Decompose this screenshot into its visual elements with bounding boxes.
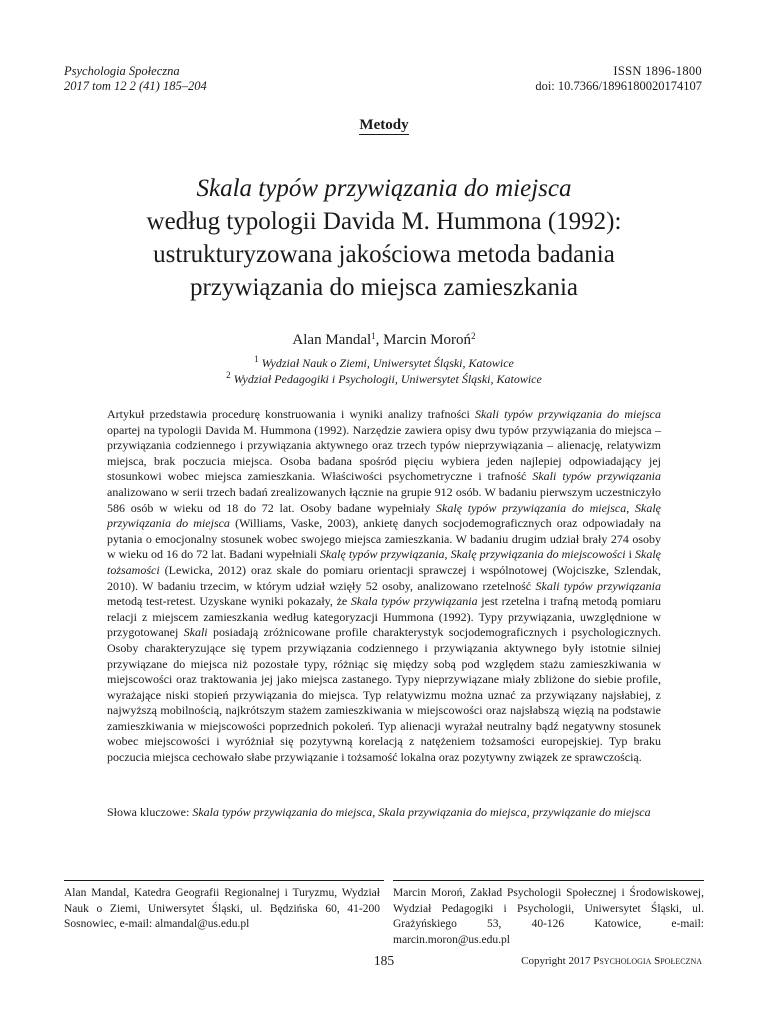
abstract-emphasis: Skalę typów przywiązania do miejsca (436, 500, 627, 515)
title-line-1: Skala typów przywiązania do miejsca (196, 175, 572, 202)
footnote-divider (64, 880, 384, 881)
abstract-text: , (626, 500, 635, 515)
abstract-text: jest rzetelna i trafną metodą pomiaru relacji z miejscem zamieszkania według kategoryzacji Hummona (1992). Typy przywiązania, uwzględnione w przygotowanej (107, 594, 661, 640)
title-line-4: przywiązania do miejsca zamieszkania (189, 274, 578, 301)
affiliation-text: Wydział Pedagogiki i Psychologii, Uniwersytet Śląski, Katowice (230, 372, 542, 386)
page-number: 185 (373, 953, 395, 968)
affiliation (0, 371, 768, 387)
abstract-text: Artykuł przedstawia procedurę konstruowania i wyniki analizy trafności (107, 407, 475, 421)
author-separator: , (375, 332, 384, 348)
journal-identifiers (535, 64, 702, 94)
journal-header (64, 64, 207, 94)
abstract-emphasis: Skali typów przywiązania do miejsca (474, 407, 661, 421)
abstract-text: metodą test-retest. Uzyskane wyniki pokazały, że (107, 594, 351, 609)
title-line-2: według typologii Davida M. Hummona (1992): (146, 208, 622, 235)
abstract-emphasis: Skali typów przywiązania (532, 469, 661, 484)
affiliation-text: Wydział Nauk o Ziemi, Uniwersytet Śląski, Katowice (258, 356, 514, 370)
title-line-3: ustrukturyzowana jakościowa metoda badania (153, 241, 615, 268)
author-contact: Marcin Moroń, Zakład Psychologii Społecznej i Środowiskowej, Wydział Pedagogiki i Psychologii, Uniwersytet Śląski, ul. Grażyńskiego 53, 40-126 Katowice, e-mail: marcin.moron@us.edu.pl (393, 887, 704, 946)
abstract-emphasis: Skali (183, 625, 208, 640)
affiliation (0, 355, 768, 371)
affiliation-mark: 1 (254, 354, 259, 364)
author-contact: Alan Mandal, Katedra Geografii Regionalnej i Turyzmu, Wydział Nauk o Ziemi, Uniwersytet Śląski, ul. Będzińska 60, 41-200 Sosnowiec, e-mail: almandal@us.edu.pl (64, 887, 380, 930)
abstract-text: (Williams, Vaske, 2003), ankietę danych socjodemograficznych oraz odpowiadały na pytania o emocjonalny stosunek wobec swojego miejsca zamieszkania. W badaniu drugim udział brały 274 osoby w wieku od 16 do 72 lat. Badani wypełniali (107, 516, 661, 562)
author-name: Alan Mandal (292, 332, 372, 348)
doi: doi: 10.7366/1896180020174107 (535, 79, 702, 93)
abstract-emphasis: Skalę tożsamości (107, 547, 662, 577)
footnote-divider (393, 880, 704, 881)
author-affiliation-mark: 1 (371, 331, 376, 341)
journal-issue: 2017 tom 12 2 (41) 185–204 (64, 79, 207, 93)
copyright-text: Copyright 2017 (521, 955, 594, 967)
copyright-journal: Psychologia Społeczna (593, 955, 702, 967)
abstract-emphasis: Skalę typów przywiązania (319, 547, 445, 562)
copyright (521, 955, 702, 967)
section-label: Metody (359, 117, 409, 133)
abstract-text: posiadają zróżnicowane profile charakterystyk socjodemograficznych i psychologicznych. Osoby charakteryzujące się typem przywiązania codziennego i przywiązania aktywnego były istotnie silniej przywiązane do miejsca niż pozostałe typy, różniąc się między sobą pod względem stażu zamieszkiwania w miejscowości oraz traktowania jej jako miejsca zastanego. Typy nieprzywiązane miały zbliżone do siebie profile, wyrażające niski stopień przywiązania do miejsca. Typ relatywizmu można uznać za przywiązany najsłabiej, z najwyższą mobilnością, najkrótszym stażem zamieszkiwania w miejscowości oraz najsłabszą więzią na podstawie zamieszkiwania w miejscowości poprzednich pokoleń. Typ alienacji wyrażał neutralny bądź negatywny stosunek wobec miejscowości i wyróżniał się pozytywną korelacją z natężeniem tożsamości europejskiej. Typ braku poczucia miejsca cechowało słabe przywiązanie i tożsamość lokalna oraz pozytywny związek ze sprawczością. (107, 625, 661, 765)
author-list (0, 332, 768, 349)
section-heading (0, 116, 768, 134)
keywords (107, 804, 661, 820)
article-title (60, 172, 708, 304)
abstract-text: opartej na typologii Davida M. Hummona (1992). Narzędzie zawiera opisy dwu typów przywiązania do miejsca – przywiązania codziennego i przywiązania aktywnego oraz trzech typów nieprzywiązania – alienację, relatywizm miejsca, brak poczucia miejsca. Osoba badana spośród pięciu wybiera jeden najlepiej odpowiadający jej stosunkowi wobec miejsca zamieszkania. Właściwości psychometryczne i trafność (107, 422, 661, 484)
author-affiliation-mark: 2 (471, 331, 476, 341)
abstract-text: , (444, 547, 451, 562)
abstract-emphasis: Skalę przywiązania do miejscowości (450, 547, 626, 562)
abstract-text: i (625, 547, 636, 562)
keywords-label: Słowa kluczowe: (107, 805, 193, 819)
abstract-text: analizowano w serii trzech badań zrealizowanych łącznie na grupie 912 osób. W badaniu pierwszym uczestniczyło 586 osób w wieku od 18 do 72 lat. Osoby badane wypełniały (107, 484, 661, 515)
abstract (107, 407, 661, 766)
abstract-emphasis: Skali typów przywiązania (535, 578, 662, 593)
issn: ISSN 1896-1800 (613, 64, 702, 78)
abstract-text: (Lewicka, 2012) oraz skale do pomiaru orientacji sprawczej i wspólnotowej (Wojciszke, Szlendak, 2010). W badaniu trzecim, w którym udział wzięły 52 osoby, analizowano rzetelność (107, 562, 661, 593)
abstract-emphasis: Skalę przywiązania do miejsca (107, 500, 661, 531)
keywords-text: Skala typów przywiązania do miejsca, Skala przywiązania do miejsca, przywiązanie do miejsca (192, 805, 651, 819)
abstract-emphasis: Skala typów przywiązania (350, 594, 478, 609)
affiliation-mark: 2 (226, 370, 231, 380)
journal-name: Psychologia Społeczna (64, 64, 180, 78)
author-name: Marcin Moroń (383, 332, 472, 348)
